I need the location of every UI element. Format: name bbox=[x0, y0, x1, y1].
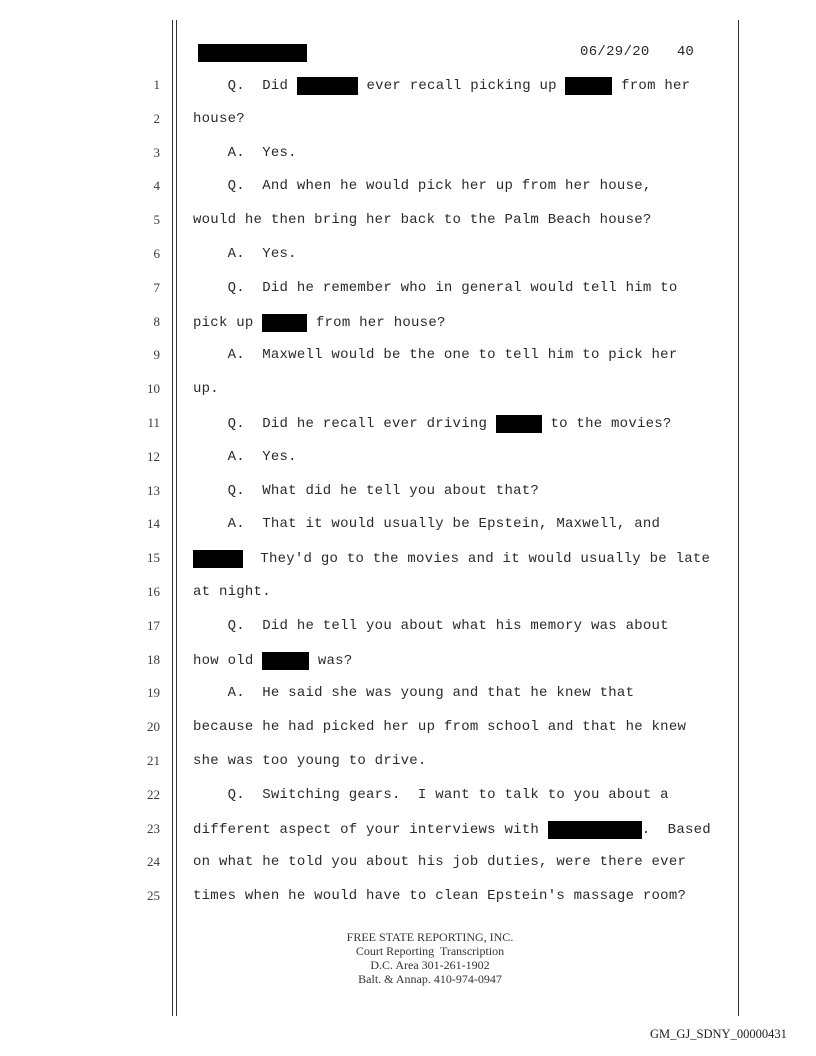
transcript-line bbox=[0, 550, 816, 574]
line-text bbox=[193, 246, 297, 262]
line-text bbox=[193, 516, 660, 532]
transcript-line bbox=[0, 145, 816, 169]
line-number: 14 bbox=[147, 516, 160, 531]
transcript-line bbox=[0, 516, 816, 540]
text-segment: Q. Did he recall ever driving bbox=[193, 416, 496, 432]
text-segment: Q. And when he would pick her up from her house, bbox=[193, 178, 652, 194]
text-segment: A. That it would usually be Epstein, Maxwell, and bbox=[193, 516, 661, 532]
bates-number: GM_GJ_SDNY_00000431 bbox=[650, 1027, 787, 1041]
redaction-box bbox=[262, 314, 307, 332]
text-segment: Q. Did he tell you about what his memory was about bbox=[193, 618, 669, 634]
text-segment: would he then bring her back to the Palm Beach house? bbox=[193, 212, 652, 228]
line-text bbox=[193, 753, 427, 769]
text-segment: on what he told you about his job duties, were there ever bbox=[193, 854, 687, 870]
line-number: 4 bbox=[153, 178, 160, 193]
line-number: 1 bbox=[153, 77, 160, 92]
line-number: 19 bbox=[147, 685, 160, 700]
transcript-line bbox=[0, 618, 816, 642]
line-number: 17 bbox=[147, 618, 160, 633]
transcript-line bbox=[0, 584, 816, 608]
transcript-line bbox=[0, 685, 816, 709]
transcript-line bbox=[0, 753, 816, 777]
redaction-box bbox=[193, 550, 243, 568]
text-segment: Q. Switching gears. I want to talk to you about a bbox=[193, 787, 669, 803]
line-number: 16 bbox=[147, 584, 160, 599]
text-segment: A. He said she was young and that he knew that bbox=[193, 685, 635, 701]
text-segment: from her bbox=[612, 78, 691, 94]
transcript-line bbox=[0, 178, 816, 202]
line-text bbox=[193, 550, 710, 568]
line-text bbox=[193, 787, 669, 803]
line-text bbox=[193, 584, 271, 600]
line-number: 15 bbox=[147, 550, 160, 565]
transcript-line bbox=[0, 280, 816, 304]
text-segment: Q. Did bbox=[193, 78, 297, 94]
line-number: 12 bbox=[147, 449, 160, 464]
line-number: 13 bbox=[147, 483, 160, 498]
line-number: 3 bbox=[153, 145, 160, 160]
text-segment: ever recall picking up bbox=[357, 78, 566, 94]
footer-service: Court Reporting Transcription bbox=[355, 944, 505, 958]
text-segment: different aspect of your interviews with bbox=[193, 822, 548, 838]
text-segment: was? bbox=[309, 653, 353, 669]
reporter-footer bbox=[300, 930, 560, 986]
transcript-line bbox=[0, 314, 816, 338]
line-text bbox=[193, 821, 711, 839]
line-number: 2 bbox=[153, 111, 160, 126]
redaction-box bbox=[565, 77, 612, 95]
text-segment: from her house? bbox=[307, 315, 446, 331]
line-number: 10 bbox=[147, 381, 160, 396]
text-segment: at night. bbox=[193, 584, 271, 600]
line-text bbox=[193, 449, 297, 465]
line-number: 22 bbox=[147, 787, 160, 802]
text-segment: A. Yes. bbox=[193, 449, 297, 465]
transcript-line bbox=[0, 415, 816, 439]
line-text bbox=[193, 854, 686, 870]
transcript-line bbox=[0, 888, 816, 912]
line-number: 6 bbox=[153, 246, 160, 261]
line-number: 7 bbox=[153, 280, 160, 295]
line-number: 9 bbox=[153, 347, 160, 362]
text-segment: A. Yes. bbox=[193, 145, 297, 161]
transcript-line bbox=[0, 111, 816, 135]
line-number: 20 bbox=[147, 719, 160, 734]
transcript-line bbox=[0, 212, 816, 236]
line-text bbox=[193, 685, 634, 701]
line-text bbox=[193, 483, 539, 499]
line-number: 18 bbox=[147, 652, 160, 667]
transcript-line bbox=[0, 347, 816, 371]
transcript-line bbox=[0, 77, 816, 101]
line-text bbox=[193, 652, 352, 670]
line-text bbox=[193, 415, 672, 433]
line-number: 24 bbox=[147, 854, 160, 869]
text-segment: . Based bbox=[641, 822, 711, 838]
text-segment: because he had picked her up from school and that he knew bbox=[193, 719, 687, 735]
footer-phone-balt: Balt. & Annap. 410-974-0947 bbox=[358, 972, 502, 986]
header-page-number: 40 bbox=[677, 44, 694, 60]
line-number: 8 bbox=[153, 314, 160, 329]
line-text bbox=[193, 178, 652, 194]
line-text bbox=[193, 212, 652, 228]
transcript-line bbox=[0, 719, 816, 743]
redaction-box bbox=[548, 821, 642, 839]
text-segment: up. bbox=[193, 381, 219, 397]
text-segment: They'd go to the movies and it would usually be late bbox=[243, 551, 711, 567]
header-date: 06/29/20 bbox=[580, 44, 650, 60]
text-segment: A. Maxwell would be the one to tell him to pick her bbox=[193, 347, 678, 363]
line-text bbox=[193, 719, 686, 735]
text-segment: A. Yes. bbox=[193, 246, 297, 262]
text-segment: pick up bbox=[193, 315, 263, 331]
transcript-line bbox=[0, 483, 816, 507]
line-text bbox=[193, 77, 690, 95]
transcript-line bbox=[0, 821, 816, 845]
footer-phone-dc: D.C. Area 301-261-1902 bbox=[370, 958, 490, 972]
text-segment: to the movies? bbox=[541, 416, 672, 432]
transcript-line bbox=[0, 449, 816, 473]
text-segment: she was too young to drive. bbox=[193, 753, 427, 769]
line-number: 11 bbox=[147, 415, 160, 430]
text-segment: times when he would have to clean Epstein's massage room? bbox=[193, 888, 687, 904]
line-text bbox=[193, 618, 669, 634]
line-number: 23 bbox=[147, 821, 160, 836]
transcript-line bbox=[0, 854, 816, 878]
text-segment: Q. What did he tell you about that? bbox=[193, 483, 540, 499]
text-segment: Q. Did he remember who in general would tell him to bbox=[193, 280, 678, 296]
line-text bbox=[193, 111, 245, 127]
line-number: 21 bbox=[147, 753, 160, 768]
redaction-box bbox=[262, 652, 309, 670]
header-redaction bbox=[198, 44, 307, 62]
redaction-box bbox=[496, 415, 542, 433]
redaction-box bbox=[297, 77, 358, 95]
text-segment: how old bbox=[193, 653, 263, 669]
line-text bbox=[193, 314, 446, 332]
line-text bbox=[193, 145, 297, 161]
line-text bbox=[193, 347, 677, 363]
transcript-line bbox=[0, 787, 816, 811]
line-text bbox=[193, 280, 677, 296]
line-text bbox=[193, 381, 219, 397]
transcript-line bbox=[0, 246, 816, 270]
line-number: 25 bbox=[147, 888, 160, 903]
text-segment: house? bbox=[193, 111, 245, 127]
transcript-line bbox=[0, 652, 816, 676]
transcript-line bbox=[0, 381, 816, 405]
line-text bbox=[193, 888, 686, 904]
line-number: 5 bbox=[153, 212, 160, 227]
footer-company: FREE STATE REPORTING, INC. bbox=[346, 930, 514, 944]
